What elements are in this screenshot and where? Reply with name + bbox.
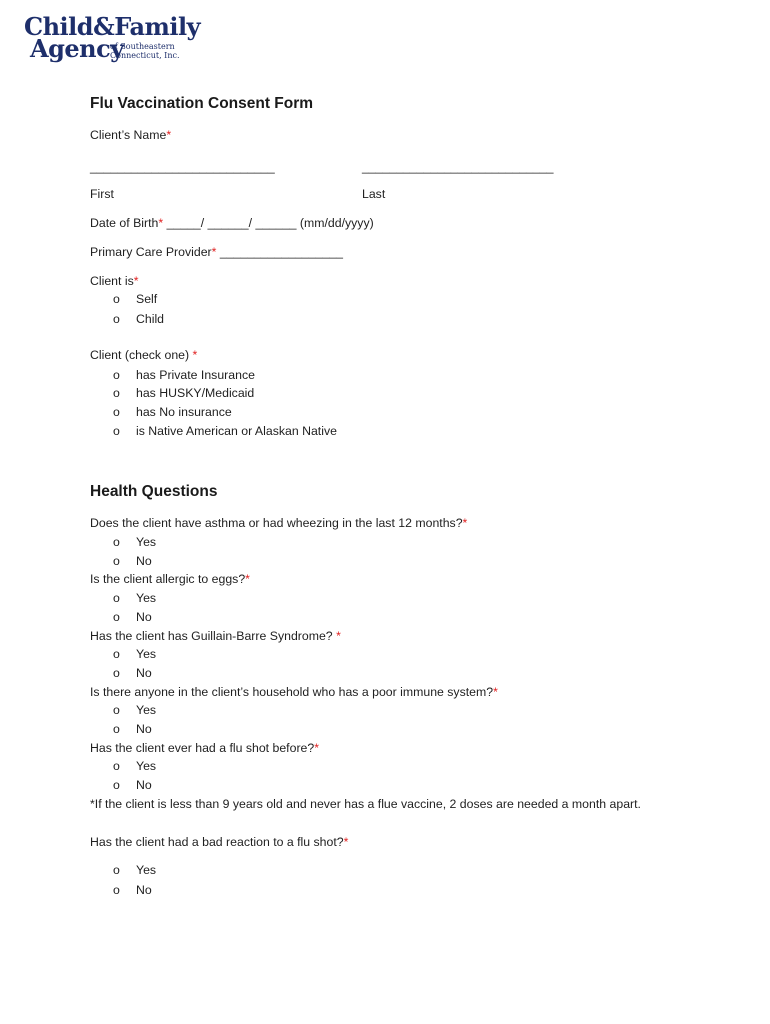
answer-option-yes[interactable] [0,703,300,721]
logo-subtitle-2: Connecticut, Inc. [110,51,180,60]
pcp-label: Primary Care Provider [90,245,212,259]
pcp-field[interactable]: __________________ [216,245,343,259]
answer-option-no[interactable] [0,722,300,740]
agency-logo [24,12,204,64]
radio-bullet[interactable]: o [113,312,120,326]
question [90,835,348,849]
option-label: No [136,610,152,624]
radio-bullet[interactable]: o [113,424,120,438]
answer-option-yes[interactable] [0,759,300,777]
answer-option-no[interactable] [0,610,300,628]
option-label: has HUSKY/Medicaid [136,386,255,400]
required-mark: * [211,245,217,259]
option-label: No [136,666,152,680]
required-mark: * [245,572,250,586]
option-label: has No insurance [136,405,232,419]
question-text: Is the client allergic to eggs? [90,572,246,586]
option-label: Child [136,312,165,326]
required-mark: * [192,348,198,362]
option-label: Yes [136,759,157,773]
client-is-option[interactable] [0,292,300,310]
client-is-option[interactable] [0,312,300,330]
required-mark: * [336,629,341,643]
question [90,741,319,755]
form-title: Flu Vaccination Consent Form [90,95,314,112]
radio-bullet[interactable]: o [113,863,120,877]
health-questions-heading: Health Questions [90,483,218,500]
radio-bullet[interactable]: o [113,535,120,549]
required-mark: * [462,516,468,530]
last-name-field[interactable]: ____________________________ [362,160,554,174]
required-mark: * [314,741,320,755]
option-label: Yes [136,647,157,661]
answer-option-yes[interactable] [0,647,300,665]
radio-bullet[interactable]: o [113,610,120,624]
insurance-option[interactable] [0,386,400,404]
radio-bullet[interactable]: o [113,554,120,568]
radio-bullet[interactable]: o [113,666,120,680]
answer-option-no[interactable] [0,883,300,901]
client-is-label-text: Client is [90,274,134,288]
client-check-label-text: Client (check one) [90,348,193,362]
answer-option-yes[interactable] [0,591,300,609]
question-text: Has the client had a bad reaction to a flu shot? [90,835,344,849]
question-text: Has the client ever had a flu shot before? [90,741,315,755]
dob-label: Date of Birth [90,216,159,230]
logo-line-1: Child&Family [24,12,201,41]
question-text: Has the client has Guillain-Barre Syndrome? [90,629,337,643]
vaccine-note: *If the client is less than 9 years old and never has a flue vaccine, 2 doses are needed a month apart. [90,797,641,811]
required-mark: * [166,128,172,142]
dob-row [90,216,374,230]
radio-bullet[interactable]: o [113,292,120,306]
question [90,572,250,586]
question-text: Is there anyone in the client’s household who has a poor immune system? [90,685,494,699]
radio-bullet[interactable]: o [113,405,120,419]
logo-line-2: Agency [30,34,124,63]
option-label: is Native American or Alaskan Native [136,424,337,438]
pcp-row [90,245,343,259]
radio-bullet[interactable]: o [113,703,120,717]
answer-option-no[interactable] [0,554,300,572]
radio-bullet[interactable]: o [113,591,120,605]
insurance-option[interactable] [0,424,400,442]
question-text: Does the client have asthma or had wheezing in the last 12 months? [90,516,463,530]
radio-bullet[interactable]: o [113,368,120,382]
option-label: Yes [136,863,157,877]
option-label: No [136,778,152,792]
required-mark: * [343,835,349,849]
option-label: Yes [136,703,157,717]
option-label: No [136,722,152,736]
radio-bullet[interactable]: o [113,386,120,400]
answer-option-yes[interactable] [0,863,300,881]
insurance-option[interactable] [0,368,400,386]
radio-bullet[interactable]: o [113,778,120,792]
option-label: Self [136,292,158,306]
radio-bullet[interactable]: o [113,647,120,661]
option-label: Yes [136,591,157,605]
first-name-field[interactable]: ___________________________ [90,160,275,174]
answer-option-yes[interactable] [0,535,300,553]
required-mark: * [493,685,498,699]
first-label: First [90,187,114,201]
logo-subtitle [110,42,180,60]
answer-option-no[interactable] [0,666,300,684]
client-check-label [90,348,197,362]
option-label: No [136,883,152,897]
option-label: Yes [136,535,157,549]
client-is-label [90,274,139,288]
dob-field[interactable]: _____/ ______/ ______ (mm/dd/yyyy) [163,216,374,230]
question [90,685,498,699]
radio-bullet[interactable]: o [113,722,120,736]
answer-option-no[interactable] [0,778,300,796]
radio-bullet[interactable]: o [113,759,120,773]
client-name-label-text: Client’s Name [90,128,167,142]
insurance-option[interactable] [0,405,400,423]
required-mark: * [133,274,139,288]
last-label: Last [362,187,386,201]
option-label: has Private Insurance [136,368,255,382]
question [90,629,341,643]
logo-subtitle-1: of Southeastern [110,42,175,51]
client-name-label [90,128,171,142]
required-mark: * [158,216,164,230]
question [90,516,467,530]
option-label: No [136,554,152,568]
radio-bullet[interactable]: o [113,883,120,897]
